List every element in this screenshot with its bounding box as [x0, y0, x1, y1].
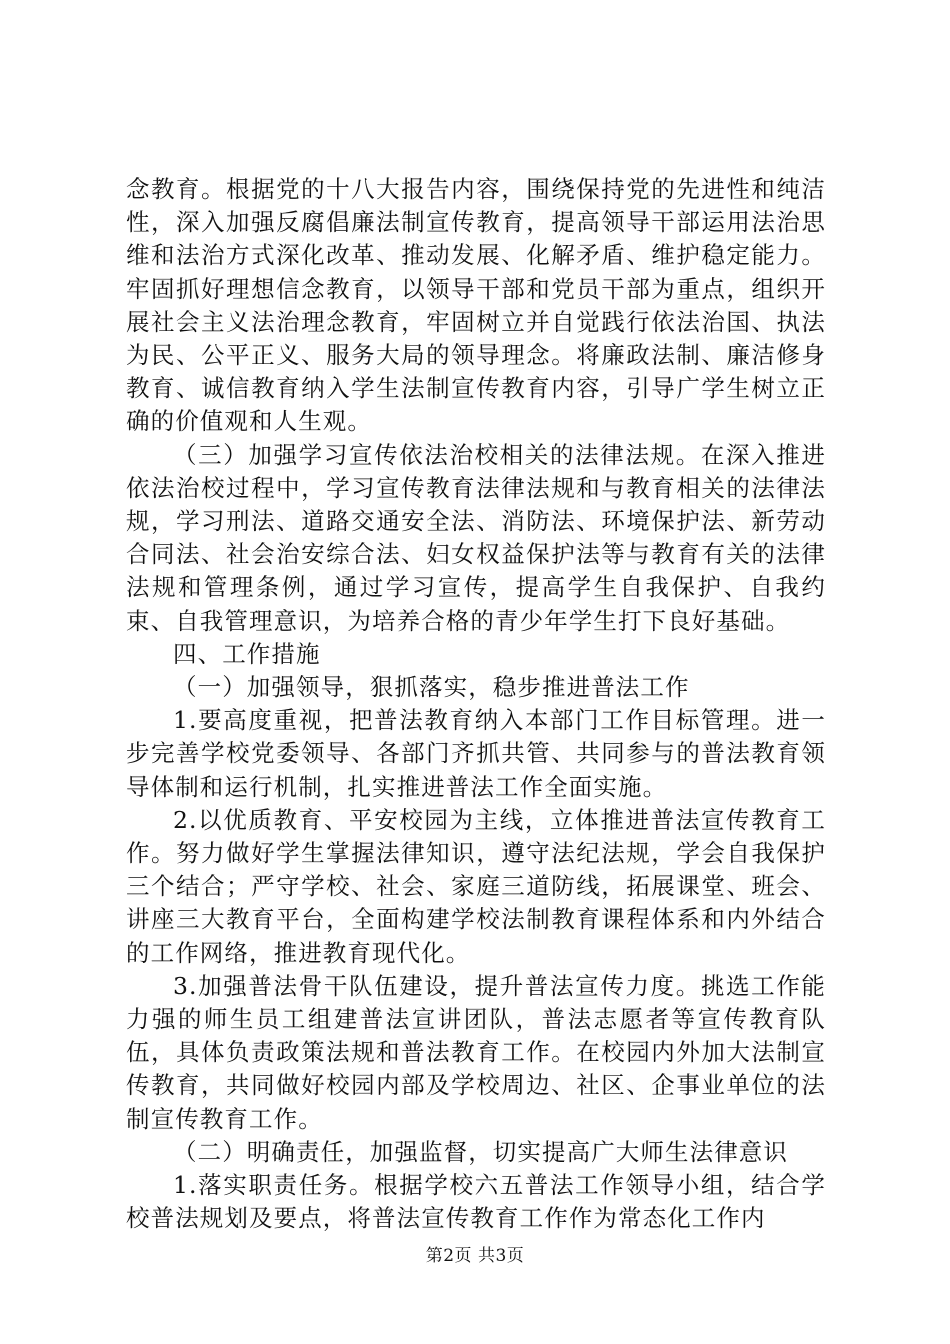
subheading-leadership: （一）加强领导，狠抓落实，稳步推进普法工作	[173, 673, 690, 702]
paragraph-duty-item-1: 1.落实职责任务。根据学校六五普法工作领导小组，结合学校普法规划及要点，将普法宣传教育工作作为常态化工作内	[126, 1171, 826, 1233]
paragraph-item-2: 2.以优质教育、平安校园为主线，立体推进普法宣传教育工作。努力做好学生掌握法律知识，遵守法纪法规，学会自我保护三个结合；严守学校、社会、家庭三道防线，拓展课堂、班会、讲座三大教育平台，全面构建学校法制教育课程体系和内外结合的工作网络，推进教育现代化。	[126, 805, 826, 967]
paragraph-item-1: 1.要高度重视，把普法教育纳入本部门工作目标管理。进一步完善学校党委领导、各部门齐抓共管、共同参与的普法教育领导体制和运行机制，扎实推进普法工作全面实施。	[126, 706, 826, 801]
page-number-footer: 第2页 共3页	[425, 1246, 525, 1266]
subheading-responsibility: （二）明确责任，加强监督，切实提高广大师生法律意识	[173, 1137, 788, 1166]
paragraph-continuation: 念教育。根据党的十八大报告内容，围绕保持党的先进性和纯洁性，深入加强反腐倡廉法制宣传教育，提高领导干部运用法治思维和法治方式深化改革、推动发展、化解矛盾、维护稳定能力。牢固抓好理想信念教育，以领导干部和党员干部为重点，组织开展社会主义法治理念教育，牢固树立并自觉践行依法治国、执法为民、公平正义、服务大局的领导理念。将廉政法制、廉洁修身教育、诚信教育纳入学生法制宣传教育内容，引导广学生树立正确的价值观和人生观。	[126, 175, 826, 436]
paragraph-section-three: （三）加强学习宣传依法治校相关的法律法规。在深入推进依法治校过程中，学习宣传教育法律法规和与教育相关的法律法规，学习刑法、道路交通安全法、消防法、环境保护法、新劳动合同法、社会治安综合法、妇女权益保护法等与教育有关的法律法规和管理条例，通过学习宣传，提高学生自我保护、自我约束、自我管理意识，为培养合格的青少年学生打下良好基础。	[126, 440, 826, 635]
paragraph-item-3: 3.加强普法骨干队伍建设，提升普法宣传力度。挑选工作能力强的师生员工组建普法宣讲团队，普法志愿者等宣传教育队伍，具体负责政策法规和普法教育工作。在校园内外加大法制宣传教育，共同做好校园内部及学校周边、社区、企事业单位的法制宣传教育工作。	[126, 971, 826, 1133]
document-body	[126, 173, 826, 1236]
heading-work-measures: 四、工作措施	[173, 639, 321, 668]
